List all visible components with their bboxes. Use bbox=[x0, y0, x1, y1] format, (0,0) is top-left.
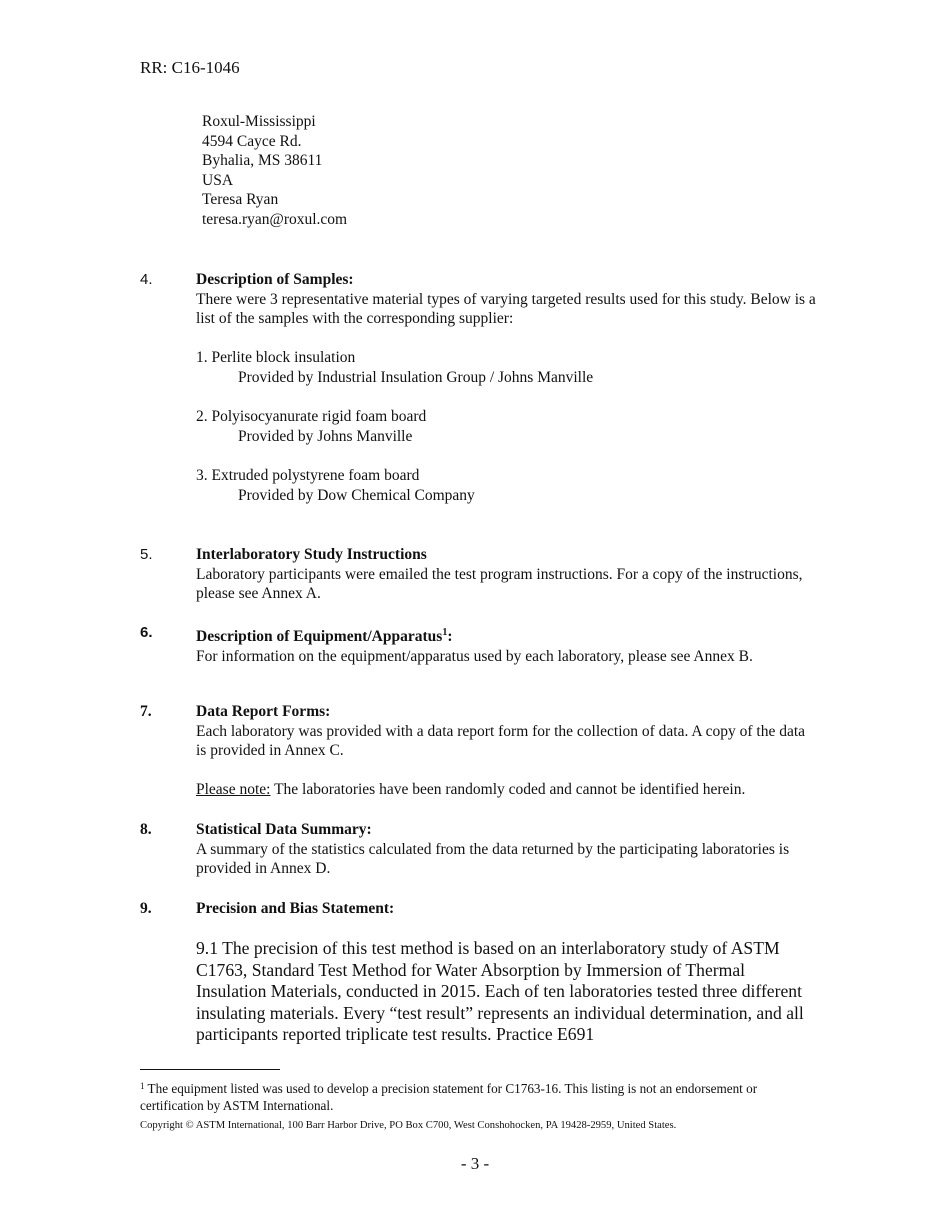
section-number: 7. bbox=[140, 703, 152, 720]
section-title: Statistical Data Summary: bbox=[196, 821, 372, 838]
section-body: There were 3 representative material types of varying targeted results used for this study. Below is a list of the samples with the corresponding supplier: bbox=[196, 290, 816, 327]
note-label: Please note: bbox=[196, 781, 271, 798]
sample-label: 2. Polyisocyanurate rigid foam board bbox=[196, 408, 427, 425]
section-number: 5. bbox=[140, 546, 153, 563]
contact-name: Teresa Ryan bbox=[202, 191, 279, 209]
section-body: For information on the equipment/apparatus used by each laboratory, please see Annex B. bbox=[196, 647, 753, 665]
footnote-text: The equipment listed was used to develop a precision statement for C1763-16. This listing is not an endorsement or certification by ASTM International. bbox=[140, 1081, 758, 1113]
section-title: Interlaboratory Study Instructions bbox=[196, 546, 427, 563]
section-body: Each laboratory was provided with a data report form for the collection of data. A copy of the data is provided in Annex C. bbox=[196, 722, 806, 759]
section-title: Description of Samples: bbox=[196, 271, 354, 288]
copyright-notice: Copyright © ASTM International, 100 Barr Harbor Drive, PO Box C700, West Conshohocken, PA 19428-2959, United States. bbox=[140, 1120, 677, 1131]
section-body: A summary of the statistics calculated from the data returned by the participating laboratories is provided in Annex D. bbox=[196, 840, 790, 877]
note-paragraph bbox=[196, 780, 816, 800]
address-line: Roxul-Mississippi bbox=[202, 113, 316, 130]
section-title-text: Description of Equipment/Apparatus bbox=[196, 628, 443, 646]
sample-provider: Provided by Dow Chemical Company bbox=[238, 486, 475, 504]
section-interlaboratory-instructions bbox=[196, 545, 816, 604]
footnote bbox=[140, 1081, 800, 1114]
section-number: 8. bbox=[140, 821, 152, 838]
note-text: The laboratories have been randomly coded and cannot be identified herein. bbox=[270, 781, 746, 798]
contact-email: teresa.ryan@roxul.com bbox=[202, 210, 348, 228]
section-statistical-summary bbox=[196, 820, 816, 879]
sample-item bbox=[196, 348, 593, 387]
footnote-marker: 1 bbox=[140, 1081, 145, 1091]
footnote-ref: 1 bbox=[442, 627, 448, 638]
address-block bbox=[202, 112, 347, 230]
section-equipment bbox=[196, 623, 816, 666]
section-title bbox=[196, 623, 816, 647]
footnote-divider bbox=[140, 1069, 280, 1070]
sample-label: 1. Perlite block insulation bbox=[196, 349, 356, 366]
section-data-report-forms bbox=[196, 702, 816, 800]
section-description-of-samples bbox=[196, 270, 816, 329]
address-line: 4594 Cayce Rd. bbox=[202, 132, 302, 150]
section-number: 4. bbox=[140, 271, 153, 288]
section-precision-bias bbox=[196, 899, 816, 919]
page-number: - 3 - bbox=[460, 1154, 490, 1173]
section-title: Precision and Bias Statement: bbox=[196, 900, 395, 917]
address-line: USA bbox=[202, 171, 234, 189]
address-line: Byhalia, MS 38611 bbox=[202, 152, 323, 170]
precision-paragraph: 9.1 The precision of this test method is based on an interlaboratory study of ASTM C1763, Standard Test Method for Water Absorption by Immersion of Thermal Insulation Materials, conducted in 2015. Each of ten laboratories tested three different insulating materials. Every “test result” represents an individual determination, and all participants reported triplicate test results. Practice E691 bbox=[196, 938, 804, 1044]
section-title: Data Report Forms: bbox=[196, 703, 331, 720]
section-title-suffix: : bbox=[447, 628, 453, 646]
section-body: Laboratory participants were emailed the test program instructions. For a copy of the instructions, please see Annex A. bbox=[196, 565, 803, 602]
sample-provider: Provided by Johns Manville bbox=[238, 427, 413, 445]
sample-item bbox=[196, 466, 475, 505]
section-number: 6. bbox=[140, 624, 153, 641]
sample-label: 3. Extruded polystyrene foam board bbox=[196, 467, 420, 484]
sample-provider: Provided by Industrial Insulation Group / Johns Manville bbox=[238, 368, 594, 386]
section-number: 9. bbox=[140, 900, 152, 917]
report-id-header: RR: C16-1046 bbox=[140, 58, 240, 77]
sample-item bbox=[196, 407, 426, 446]
